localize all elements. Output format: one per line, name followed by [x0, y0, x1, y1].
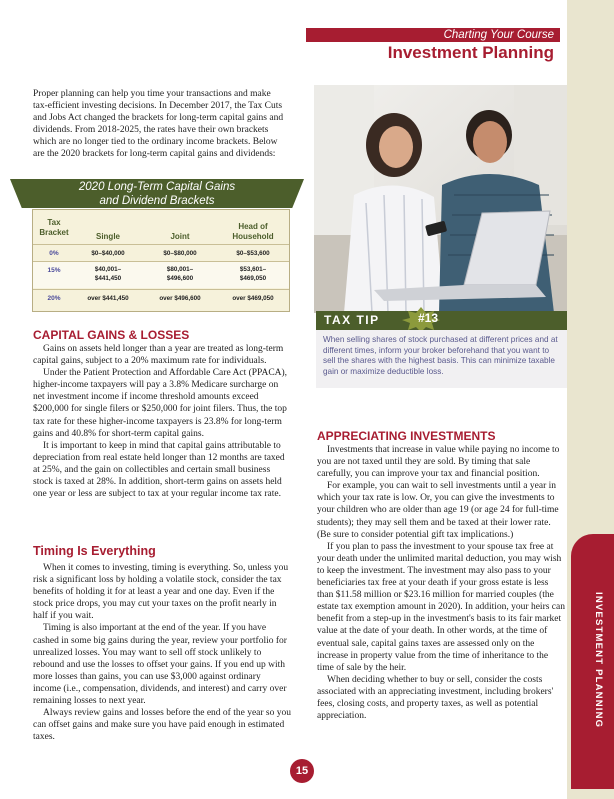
table-cell-single: over $441,450	[87, 295, 129, 302]
tax-tip-label: TAX TIP	[324, 313, 380, 327]
table-cell-bracket: 0%	[49, 250, 59, 257]
table-cell-joint: $496,600	[166, 275, 194, 282]
section-side-tab-label: INVESTMENT PLANNING	[593, 592, 604, 729]
col-header-bracket-2: Bracket	[39, 228, 69, 237]
table-cell-hoh: $0–$53,600	[236, 250, 270, 257]
tax-tip-text: When selling shares of stock purchased at different prices and at different times, inform your broker beforehand that you want to sell the shares with the highest basis. This can minimize taxable gain or maximize deductible loss.	[323, 335, 558, 376]
table-divider	[33, 289, 289, 290]
table-cell-bracket: 15%	[47, 267, 61, 274]
table-cell-single: $441,450	[94, 275, 122, 282]
couple-laptop-photo	[314, 85, 567, 313]
col-header-joint: Joint	[170, 232, 190, 241]
brackets-table-title-line1: 2020 Long-Term Capital Gains	[78, 181, 236, 193]
paragraph: It is important to keep in mind that capital gains attributable to depreciation from real estate held longer than 12 months are taxed at 25%, and the gain on collectibles and certain small business stock is taxed at 28%. In addition, short-term gains on assets held one year or less are subject to tax at your regular income tax rate.	[33, 440, 285, 500]
page-number: 15	[295, 765, 309, 777]
col-header-hoh-1: Head of	[238, 222, 268, 231]
paragraph: When deciding whether to buy or sell, consider the costs associated with an appreciating investment, including brokers' fees, closing costs, and property taxes, as well as potential appreciation.	[317, 674, 554, 722]
intro-paragraph	[33, 88, 287, 161]
paragraph: If you plan to pass the investment to your spouse tax free at your death under the unlimited marital deduction, you may wish to keep the investment. The investment may also pass to your beneficiaries tax free at your death if your gross estate is less than $11.58 million or $23.16 million for married couples (the estate tax exemption amount in 2020). In addition, your heirs can benefit from a step-up in the investment's basis to its fair market value at the date of your death. In other words, at the time of eventual sale, capital gains taxes are assessed only on the increase in property value from the time of inheritance to the time of sale by the heir.	[317, 541, 565, 673]
table-cell-hoh: $53,601–	[239, 266, 267, 273]
section-heading-timing: Timing Is Everything	[33, 544, 156, 558]
capital-gains-body	[33, 343, 291, 500]
table-cell-joint: over $496,600	[159, 295, 201, 302]
table-cell-hoh: $469,050	[239, 275, 267, 282]
col-header-bracket-1: Tax	[47, 218, 61, 227]
paragraph: Timing is also important at the end of the year. If you have cashed in some big gains during the year, review your portfolio for unrealized losses. You may want to sell off stock unlikely to rebound and use the losses to offset your gains. If you end up with more losses than gains, you can use $3,000 against ordinary income (i.e., compensation, dividends, and interest) and carry over remaining losses to next year.	[33, 623, 287, 707]
table-divider	[33, 244, 289, 245]
col-header-hoh-2: Household	[232, 232, 274, 241]
paragraph: Under the Patient Protection and Affordable Care Act (PPACA), higher-income taxpayers will pay a 3.8% Medicare surcharge on net investment income if income threshold amounts exceed $200,000 for single filers or $250,000 for joint filers. Thus, the top tax rate for these higher-income taxpayers is 23.8% for long-term gains and 40.8% for short-term capital gains.	[33, 368, 288, 439]
table-cell-joint: $0–$80,000	[163, 250, 197, 257]
paragraph: Always review gains and losses before the end of the year so you can offset gains and make sure you have paid enough in estimated taxes.	[33, 708, 291, 743]
header-subtitle: Charting Your Course	[443, 29, 554, 41]
table-cell-single: $0–$40,000	[91, 250, 125, 257]
paragraph: Investments that increase in value while paying no income to you are not taxed until they are sold. By timing that sale carefully, you can improve your tax and financial position.	[317, 445, 560, 480]
section-heading-appreciating: APPRECIATING INVESTMENTS	[317, 429, 496, 443]
section-heading-capital-gains: CAPITAL GAINS & LOSSES	[33, 328, 190, 342]
paragraph: When it comes to investing, timing is everything. So, unless you risk a significant loss by holding a volatile stock, consider the tax benefits of holding it for at least a year and one day. Even if the stock price drops, you may cut your taxes on the profit nearly in half if you wait.	[33, 563, 289, 622]
page-title: Investment Planning	[387, 43, 554, 62]
table-cell-joint: $80,001–	[166, 266, 194, 273]
intro-text: Proper planning can help you time your transactions and make tax-efficient investing decisions. In December 2017, the Tax Cuts and Jobs Act changed the brackets for long-term capital gains and dividends. From 2018-2025, the rates have their own brackets which are no longer tied to the ordinary income brackets. Below are the 2020 brackets for long-term capital gains and dividends:	[33, 89, 284, 160]
appreciating-body	[317, 444, 565, 722]
timing-body	[33, 562, 291, 743]
col-header-single: Single	[95, 232, 120, 241]
paragraph: For example, you can wait to sell investments until a year in which your tax rate is low. Or, you can give the investments to your children who are older than age 19 (or age 24 for full-time students); they may sell them and be taxed at their lower rate. (Be sure to consider potential gift tax implications.)	[317, 481, 559, 540]
table-cell-hoh: over $469,050	[232, 295, 274, 302]
tax-tip-number: #13	[418, 311, 439, 325]
table-cell-bracket: 20%	[47, 295, 61, 302]
brackets-table-title-line2: and Dividend Brackets	[99, 195, 215, 207]
paragraph: Gains on assets held longer than a year are treated as long-term capital gains, subject to a 20% maximum rate for individuals.	[33, 344, 284, 367]
table-cell-single: $40,001–	[94, 266, 122, 273]
